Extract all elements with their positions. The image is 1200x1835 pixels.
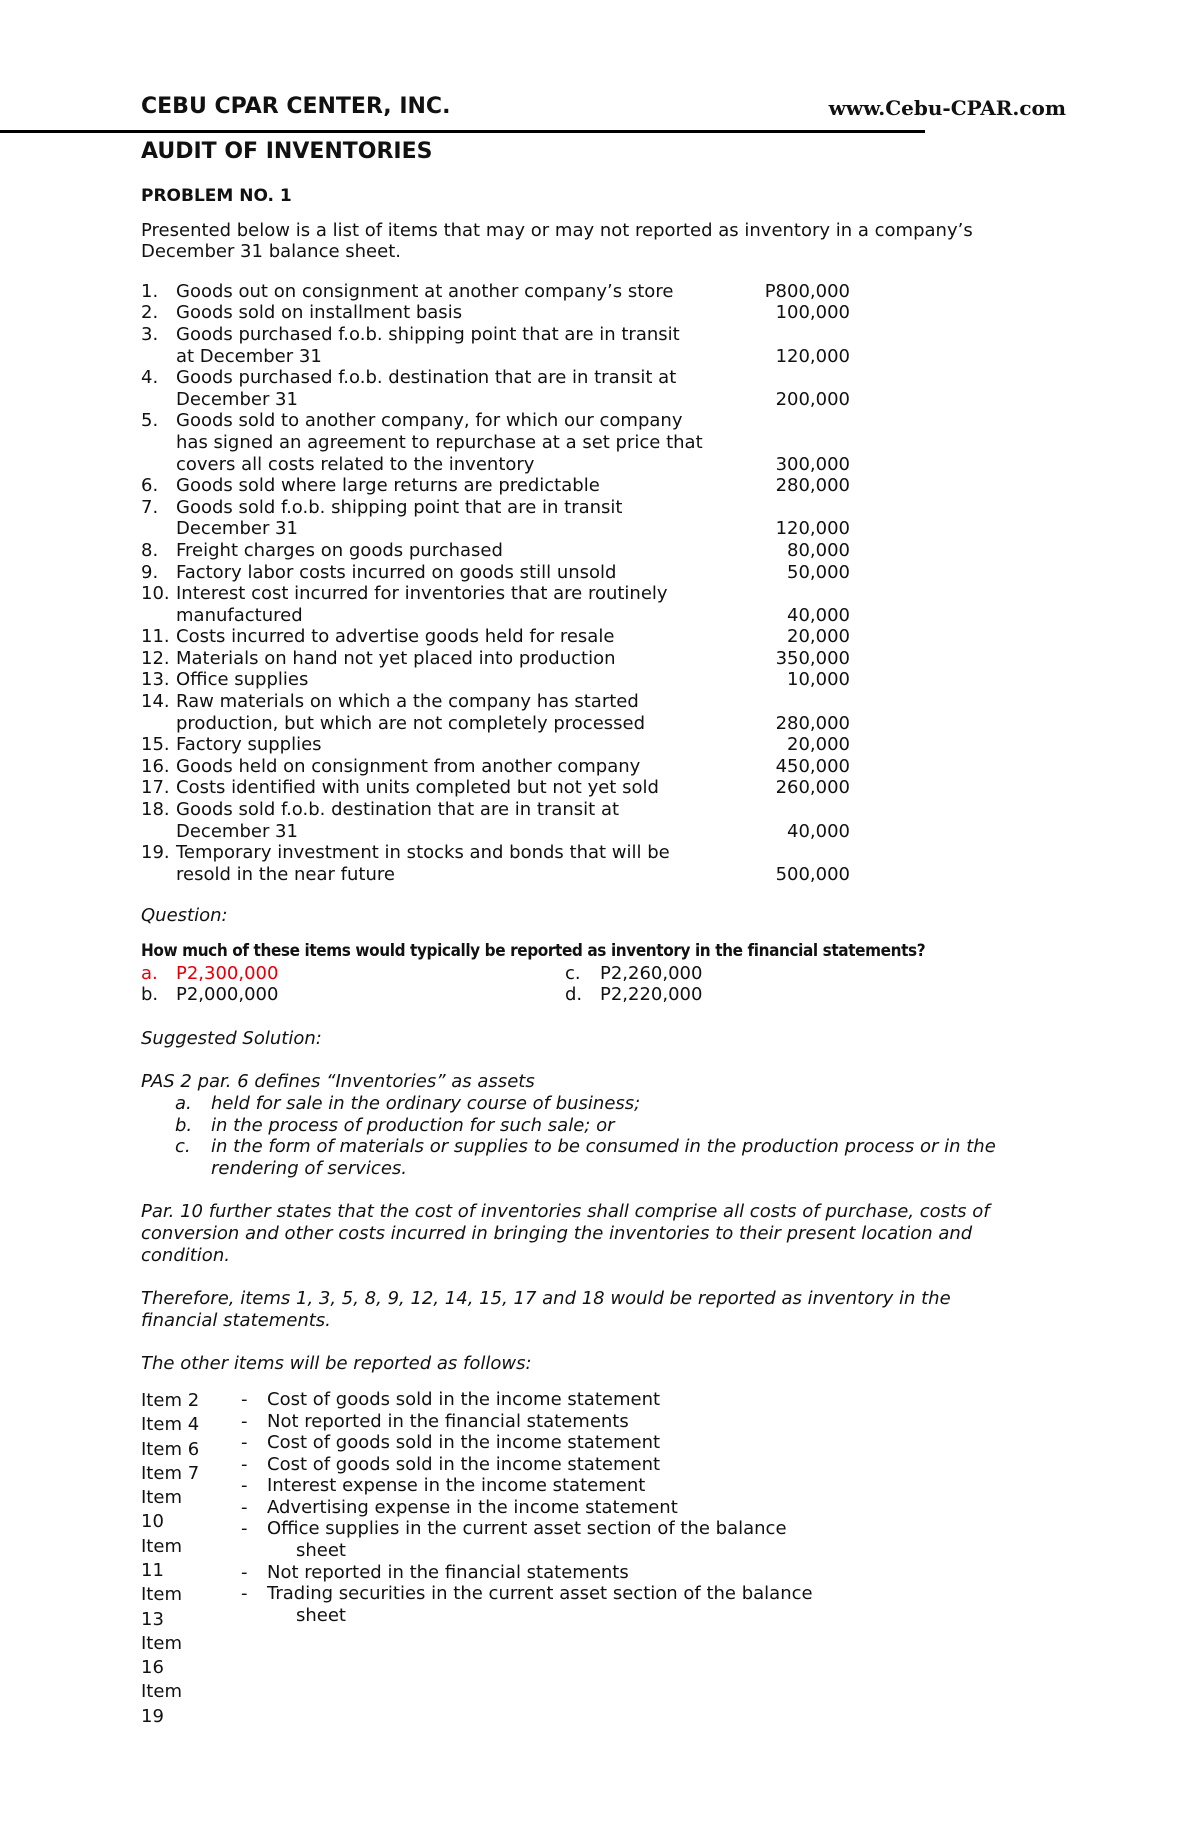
answer-choice[interactable] [565, 963, 865, 985]
other-items-intro: The other items will be reported as follows: [141, 1353, 532, 1375]
treatment-text: sheet [296, 1604, 346, 1626]
item-number: 10. [141, 583, 170, 605]
item-description-line: December 31 [176, 820, 298, 842]
item-list [141, 281, 1066, 886]
intro-line: December 31 balance sheet. [141, 241, 401, 263]
choice-letter: a. [141, 962, 158, 984]
item-description-line: Goods sold f.o.b. shipping point that are in transit [176, 496, 623, 518]
other-items-table [141, 1389, 1066, 1729]
dash-marker: - [241, 1475, 248, 1497]
definition-letter: c. [175, 1136, 191, 1158]
item-description-line: Goods purchased f.o.b. shipping point that are in transit [176, 323, 680, 345]
answer-choice[interactable] [141, 963, 565, 985]
other-item-label: 19 [141, 1705, 164, 1727]
other-item-label: Item [141, 1681, 182, 1703]
inventory-item [141, 367, 1066, 410]
item-description [176, 842, 736, 885]
item-description [176, 777, 736, 799]
other-item-labels [141, 1389, 241, 1729]
dash-marker: - [241, 1410, 248, 1432]
item-amount: 300,000 [775, 453, 850, 475]
item-number: 14. [141, 691, 170, 713]
organization-name: CEBU CPAR CENTER, INC. [141, 94, 451, 119]
definition-list [141, 1093, 1066, 1179]
choice-letter: b. [141, 984, 159, 1006]
item-description [176, 648, 736, 670]
item-number: 9. [141, 561, 159, 583]
other-item-label: 16 [141, 1657, 164, 1679]
item-description-line: Factory labor costs incurred on goods still unsold [176, 561, 617, 583]
item-amount: 350,000 [775, 647, 850, 669]
choice-value: P2,220,000 [600, 984, 703, 1006]
other-item-treatment [241, 1540, 891, 1562]
website-link[interactable]: www.Cebu-CPAR.com [828, 96, 1066, 120]
item-number: 1. [141, 280, 159, 302]
definition-item [141, 1136, 1066, 1179]
item-description [176, 324, 736, 367]
treatment-text: Cost of goods sold in the income statement [267, 1388, 661, 1410]
inventory-item [141, 475, 1066, 497]
dash-marker: - [241, 1453, 248, 1475]
item-number: 19. [141, 842, 170, 864]
other-item-treatments [241, 1389, 891, 1729]
item-number: 7. [141, 496, 159, 518]
other-item-label: Item 2 [141, 1389, 200, 1411]
definition-line: rendering of services. [211, 1157, 407, 1179]
item-number: 17. [141, 777, 170, 799]
answer-choice[interactable] [565, 984, 865, 1006]
item-description-line: covers all costs related to the inventory [176, 453, 535, 475]
item-description-line: Costs identified with units completed but not yet sold [176, 777, 659, 799]
dash-marker: - [241, 1432, 248, 1454]
item-description-line: Goods sold on installment basis [176, 302, 463, 324]
item-description-line: Goods sold to another company, for which our company [176, 410, 683, 432]
other-item-label: 13 [141, 1608, 164, 1630]
other-item-label: Item [141, 1632, 182, 1654]
item-amount: 200,000 [775, 388, 850, 410]
item-number: 5. [141, 410, 159, 432]
item-number: 2. [141, 302, 159, 324]
inventory-item [141, 583, 1066, 626]
treatment-text: Trading securities in the current asset section of the balance [267, 1583, 813, 1605]
item-description-line: at December 31 [176, 345, 322, 367]
inventory-item [141, 648, 1066, 670]
choice-value: P2,260,000 [600, 962, 703, 984]
item-amount: 40,000 [787, 820, 850, 842]
par10-line: condition. [141, 1244, 230, 1266]
intro-line: Presented below is a list of items that may or may not reported as inventory in a company’s [141, 219, 973, 241]
inventory-item [141, 562, 1066, 584]
item-description [176, 626, 736, 648]
item-description-line: Goods held on consignment from another company [176, 755, 641, 777]
inventory-item [141, 842, 1066, 885]
item-number: 8. [141, 539, 159, 561]
treatment-text: Cost of goods sold in the income statement [267, 1432, 661, 1454]
item-description-line: Temporary investment in stocks and bonds that will be [176, 842, 670, 864]
item-description-line: Office supplies [176, 669, 309, 691]
inventory-item [141, 410, 1066, 475]
other-item-treatment [241, 1518, 891, 1540]
treatment-text: Cost of goods sold in the income statement [267, 1453, 661, 1475]
definition-line: held for sale in the ordinary course of business; [211, 1092, 641, 1114]
item-amount: 120,000 [775, 345, 850, 367]
other-item-label: Item 6 [141, 1438, 200, 1460]
item-description [176, 367, 736, 410]
problem-label: PROBLEM NO. 1 [141, 186, 292, 206]
item-description [176, 302, 736, 324]
question-label: Question: [141, 905, 228, 927]
item-amount: 280,000 [775, 475, 850, 497]
dash-marker: - [241, 1561, 248, 1583]
item-description-line: Goods sold f.o.b. destination that are in transit at [176, 799, 620, 821]
answer-choice[interactable] [141, 984, 565, 1006]
choice-letter: c. [565, 962, 581, 984]
inventory-item [141, 281, 1066, 303]
definition-text [211, 1136, 1031, 1179]
other-item-label: 11 [141, 1559, 164, 1581]
dash-marker: - [241, 1388, 248, 1410]
definition-letter: a. [175, 1092, 192, 1114]
dash-marker: - [241, 1583, 248, 1605]
item-description-line: Factory supplies [176, 734, 322, 756]
item-amount: 50,000 [787, 561, 850, 583]
treatment-text: sheet [296, 1540, 346, 1562]
therefore-line: financial statements. [141, 1309, 331, 1331]
other-item-label: Item 4 [141, 1414, 200, 1436]
item-description-line: Materials on hand not yet placed into production [176, 647, 616, 669]
item-amount: 500,000 [775, 863, 850, 885]
item-number: 4. [141, 367, 159, 389]
therefore-paragraph [141, 1288, 1066, 1331]
definition-line: in the process of production for such sale; or [211, 1114, 615, 1136]
document-title: AUDIT OF INVENTORIES [141, 139, 433, 164]
answer-choices [141, 963, 1066, 1006]
item-number: 18. [141, 799, 170, 821]
definition-letter: b. [175, 1114, 193, 1136]
other-item-treatment [241, 1497, 891, 1519]
dash-marker [241, 1540, 267, 1562]
inventory-item [141, 756, 1066, 778]
item-description [176, 540, 736, 562]
other-item-treatment [241, 1389, 891, 1411]
item-amount: 260,000 [775, 777, 850, 799]
definition-line: in the form of materials or supplies to be consumed in the production process or in the [211, 1136, 996, 1158]
item-number: 12. [141, 647, 170, 669]
item-description-line: December 31 [176, 388, 298, 410]
item-description-line: Goods out on consignment at another company’s store [176, 280, 674, 302]
item-amount: 10,000 [787, 669, 850, 691]
other-item-treatment [241, 1583, 891, 1605]
item-amount: 40,000 [787, 604, 850, 626]
choice-value: P2,300,000 [176, 962, 279, 984]
item-amount: 80,000 [787, 539, 850, 561]
item-number: 13. [141, 669, 170, 691]
other-item-treatment [241, 1454, 891, 1476]
item-description [176, 410, 736, 475]
item-description-line: production, but which are not completely processed [176, 712, 646, 734]
item-amount: 450,000 [775, 755, 850, 777]
item-number: 3. [141, 323, 159, 345]
item-number: 15. [141, 734, 170, 756]
definition-text [211, 1115, 1031, 1137]
item-description [176, 475, 736, 497]
item-amount: 100,000 [775, 302, 850, 324]
other-item-treatment [241, 1411, 891, 1433]
item-description-line: Goods purchased f.o.b. destination that are in transit at [176, 367, 677, 389]
other-item-label: Item [141, 1584, 182, 1606]
item-description [176, 281, 736, 303]
other-item-label: Item 7 [141, 1462, 200, 1484]
inventory-item [141, 777, 1066, 799]
item-number: 11. [141, 626, 170, 648]
item-description-line: resold in the near future [176, 863, 395, 885]
item-description [176, 734, 736, 756]
par10-line: Par. 10 further states that the cost of inventories shall comprise all costs of purchase, costs of [141, 1201, 990, 1223]
other-item-label: Item [141, 1487, 182, 1509]
item-amount: 20,000 [787, 734, 850, 756]
choice-value: P2,000,000 [176, 984, 279, 1006]
inventory-item [141, 691, 1066, 734]
item-description [176, 497, 736, 540]
page-header [141, 96, 1066, 126]
question-text: How much of these items would typically be reported as inventory in the financial statements? [141, 941, 926, 961]
inventory-item [141, 302, 1066, 324]
par10-paragraph [141, 1201, 1066, 1266]
inventory-item [141, 324, 1066, 367]
item-description-line: Raw materials on which a the company has started [176, 691, 639, 713]
dash-marker: - [241, 1518, 248, 1540]
item-description [176, 799, 736, 842]
par10-line: conversion and other costs incurred in bringing the inventories to their present location and [141, 1222, 973, 1244]
other-item-treatment [241, 1562, 891, 1584]
document-page [141, 96, 1066, 1729]
item-description-line: has signed an agreement to repurchase at a set price that [176, 431, 703, 453]
item-number: 16. [141, 755, 170, 777]
item-description-line: Interest cost incurred for inventories that are routinely [176, 583, 668, 605]
inventory-item [141, 626, 1066, 648]
treatment-text: Office supplies in the current asset section of the balance [267, 1518, 787, 1540]
other-item-treatment [241, 1475, 891, 1497]
inventory-item [141, 669, 1066, 691]
item-amount: P800,000 [764, 280, 850, 302]
item-description-line: Goods sold where large returns are predictable [176, 475, 600, 497]
item-description-line: Costs incurred to advertise goods held for resale [176, 626, 615, 648]
other-item-label: Item [141, 1535, 182, 1557]
item-amount: 120,000 [775, 518, 850, 540]
item-amount: 280,000 [775, 712, 850, 734]
treatment-text: Advertising expense in the income statement [267, 1496, 678, 1518]
treatment-text: Not reported in the financial statements [267, 1561, 629, 1583]
definition-intro: PAS 2 par. 6 defines “Inventories” as assets [141, 1071, 535, 1093]
inventory-item [141, 799, 1066, 842]
item-description [176, 691, 736, 734]
definition-item [141, 1093, 1066, 1115]
other-item-label: 10 [141, 1511, 164, 1533]
definition-item [141, 1115, 1066, 1137]
other-item-treatment [241, 1432, 891, 1454]
treatment-text: Not reported in the financial statements [267, 1410, 629, 1432]
therefore-line: Therefore, items 1, 3, 5, 8, 9, 12, 14, 15, 17 and 18 would be reported as inventory in the [141, 1288, 951, 1310]
dash-marker [241, 1605, 267, 1627]
inventory-item [141, 540, 1066, 562]
solution-label: Suggested Solution: [141, 1027, 322, 1049]
inventory-item [141, 734, 1066, 756]
treatment-text: Interest expense in the income statement [267, 1475, 646, 1497]
item-description-line: Freight charges on goods purchased [176, 539, 503, 561]
definition-text [211, 1093, 1031, 1115]
item-amount: 20,000 [787, 626, 850, 648]
item-number: 6. [141, 475, 159, 497]
item-description [176, 583, 736, 626]
item-description [176, 562, 736, 584]
item-description-line: manufactured [176, 604, 303, 626]
item-description [176, 756, 736, 778]
inventory-item [141, 497, 1066, 540]
other-item-treatment [241, 1605, 891, 1627]
intro-paragraph [141, 220, 1066, 263]
item-description [176, 669, 736, 691]
dash-marker: - [241, 1496, 248, 1518]
item-description-line: December 31 [176, 518, 298, 540]
choice-letter: d. [565, 984, 583, 1006]
